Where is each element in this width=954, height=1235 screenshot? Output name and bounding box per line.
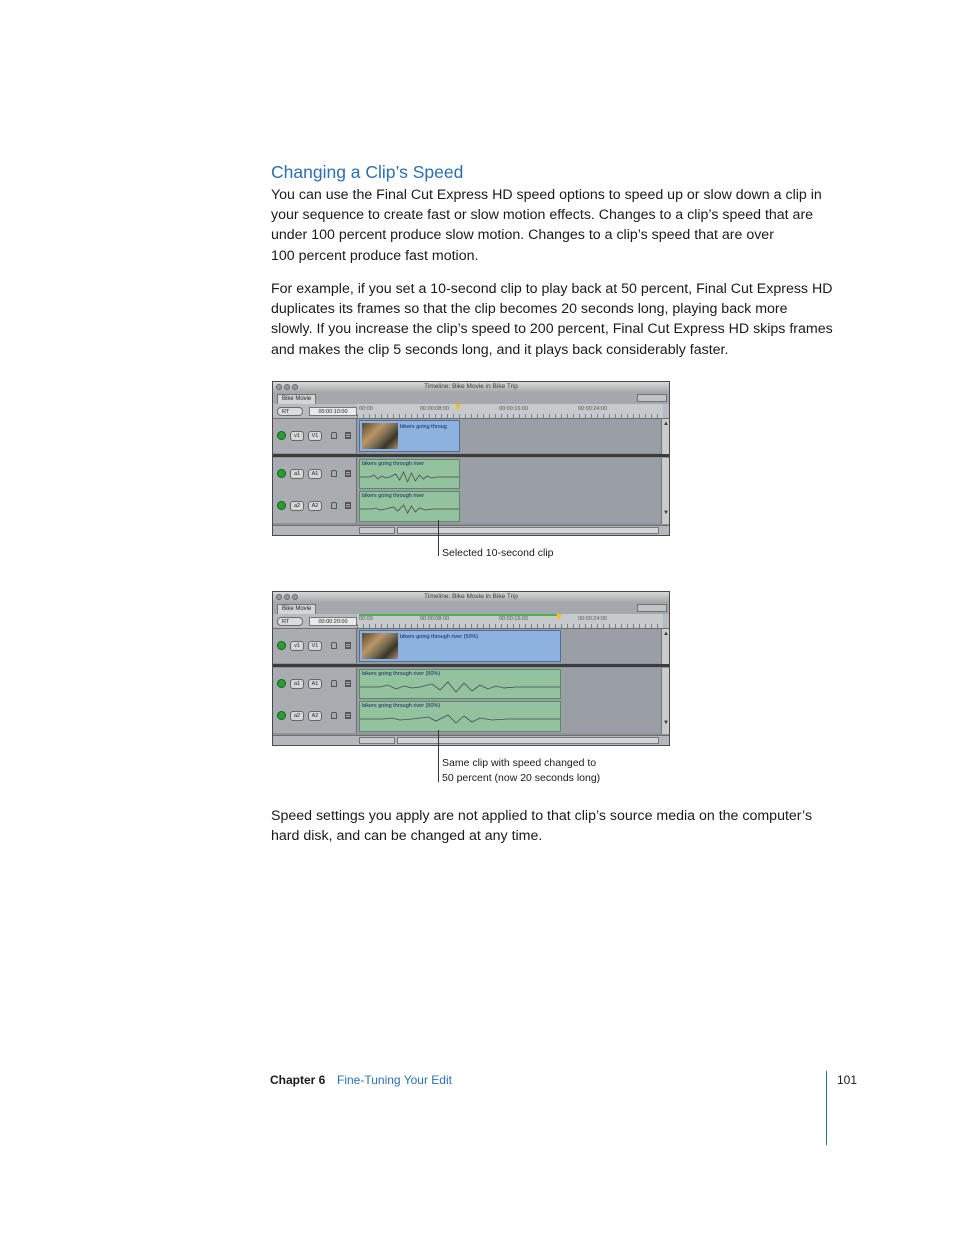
- window-title: Timeline: Bike Movie in Bike Trip: [273, 592, 669, 602]
- scroll-down-icon[interactable]: ▼: [663, 720, 669, 726]
- timeline-bottom-bar: [273, 525, 669, 535]
- ruler-label: 00:00:24:00: [578, 616, 608, 622]
- link-icon[interactable]: [345, 680, 351, 687]
- clip-name: bikers going through river (50%): [400, 634, 479, 640]
- zoom-control[interactable]: [637, 394, 667, 402]
- timeline-bottom-bar: [273, 735, 669, 745]
- audio-clip[interactable]: [359, 459, 460, 489]
- zoom-slider[interactable]: [359, 527, 395, 534]
- ruler-label: 00:00: [359, 616, 373, 622]
- ruler-label: 00:00:16:00: [499, 406, 529, 412]
- destination-patch[interactable]: V1: [308, 431, 322, 441]
- tab-bike-movie[interactable]: Bike Movie: [277, 394, 316, 404]
- render-status-bar: [359, 614, 559, 616]
- ruler-label: 00:00:16:00: [499, 616, 529, 622]
- footer-divider: [826, 1071, 827, 1145]
- scroll-down-icon[interactable]: ▼: [663, 510, 669, 516]
- track-header: [273, 458, 357, 490]
- link-icon[interactable]: [345, 502, 351, 509]
- horizontal-scrollbar[interactable]: [397, 737, 659, 744]
- figure-caption: [442, 756, 600, 786]
- track-content: [357, 419, 663, 453]
- zoom-window-button[interactable]: [292, 594, 298, 600]
- clip-thumbnail: [362, 423, 398, 449]
- timecode-field[interactable]: 00:00:20:00: [309, 617, 357, 626]
- track-header: [273, 668, 357, 700]
- audio-clip[interactable]: [359, 669, 561, 699]
- time-ruler[interactable]: [357, 404, 663, 418]
- track-content: [357, 458, 663, 490]
- page-number: 101: [837, 1073, 858, 1087]
- text-line: slowly. If you increase the clip’s speed to 200 percent, Final Cut Express HD skips frames: [271, 321, 833, 338]
- audio-visibility-toggle[interactable]: [277, 679, 286, 688]
- waveform-icon: [360, 712, 560, 726]
- track-header: [273, 700, 357, 733]
- text-line: duplicates its frames so that the clip becomes 20 seconds long, playing back more: [271, 301, 788, 318]
- source-patch[interactable]: a2: [290, 711, 304, 721]
- video-clip[interactable]: [359, 630, 561, 662]
- clip-name: bikers going through river: [362, 493, 425, 499]
- source-patch[interactable]: v1: [290, 431, 304, 441]
- waveform-icon: [360, 502, 459, 516]
- audio-clip[interactable]: [359, 701, 561, 732]
- zoom-slider[interactable]: [359, 737, 395, 744]
- destination-patch[interactable]: A1: [308, 679, 322, 689]
- clip-name: bikers going through river (50%): [362, 671, 441, 677]
- source-patch[interactable]: a1: [290, 679, 304, 689]
- destination-patch[interactable]: A2: [308, 501, 322, 511]
- example-paragraph: [271, 279, 833, 360]
- rt-menu-button[interactable]: RT: [277, 617, 303, 626]
- link-icon[interactable]: [345, 642, 351, 649]
- figure-caption: Selected 10-second clip: [442, 547, 554, 559]
- track-visibility-toggle[interactable]: [277, 641, 286, 650]
- text-line: hard disk, and can be changed at any time.: [271, 828, 543, 845]
- section-heading: Changing a Clip’s Speed: [271, 162, 464, 182]
- close-window-button[interactable]: [276, 594, 282, 600]
- text-line: You can use the Final Cut Express HD speed options to speed up or slow down a clip in: [271, 187, 822, 203]
- closing-paragraph: [271, 806, 827, 846]
- waveform-icon: [360, 470, 459, 484]
- clip-thumbnail: [362, 633, 398, 659]
- minimize-window-button[interactable]: [284, 594, 290, 600]
- track-separator[interactable]: [273, 454, 669, 457]
- audio-visibility-toggle[interactable]: [277, 711, 286, 720]
- text-line: your sequence to create fast or slow motion effects. Changes to a clip’s speed that are: [271, 207, 814, 224]
- source-patch[interactable]: v1: [290, 641, 304, 651]
- source-patch[interactable]: a1: [290, 469, 304, 479]
- text-line: 100 percent produce fast motion.: [271, 247, 479, 264]
- intro-paragraph: [271, 185, 827, 266]
- ruler-label: 00:00:08:00: [420, 406, 450, 412]
- scroll-up-icon[interactable]: ▲: [663, 631, 669, 637]
- track-header: [273, 419, 357, 453]
- destination-patch[interactable]: A1: [308, 469, 322, 479]
- video-scrollbar[interactable]: [661, 629, 669, 664]
- track-separator[interactable]: [273, 664, 669, 667]
- footer-section-title: Fine-Tuning Your Edit: [337, 1073, 452, 1087]
- audio-scrollbar[interactable]: [661, 668, 669, 734]
- audio-visibility-toggle[interactable]: [277, 469, 286, 478]
- clip-name: bikers going throug: [400, 424, 447, 430]
- text-line: Speed settings you apply are not applied to that clip’s source media on the computer’s: [271, 808, 813, 824]
- text-line: For example, if you set a 10-second clip to play back at 50 percent, Final Cut Express HD: [271, 281, 833, 297]
- link-icon[interactable]: [345, 712, 351, 719]
- rt-menu-button[interactable]: RT: [277, 407, 303, 416]
- ruler-label: 00:00:24:00: [578, 406, 608, 412]
- destination-patch[interactable]: V1: [308, 641, 322, 651]
- time-ruler[interactable]: [357, 614, 663, 628]
- lock-icon[interactable]: [331, 680, 337, 687]
- video-track: [273, 629, 669, 663]
- source-patch[interactable]: a2: [290, 501, 304, 511]
- waveform-icon: [360, 680, 560, 694]
- close-window-button[interactable]: [276, 384, 282, 390]
- zoom-control[interactable]: [637, 604, 667, 612]
- ruler-bar: [273, 614, 669, 629]
- audio-track-1: [273, 668, 669, 700]
- ruler-label: 00:00: [359, 406, 373, 412]
- clip-name: bikers going through river: [362, 461, 425, 467]
- audio-track-2: [273, 490, 669, 523]
- lock-icon[interactable]: [331, 502, 337, 509]
- audio-scrollbar[interactable]: [661, 458, 669, 524]
- track-content: [357, 668, 663, 700]
- lock-icon[interactable]: [331, 712, 337, 719]
- window-title: Timeline: Bike Movie in Bike Trip: [273, 382, 669, 392]
- audio-clip[interactable]: [359, 491, 460, 522]
- playhead-marker[interactable]: [455, 404, 461, 410]
- video-track: [273, 419, 669, 453]
- clip-name: bikers going through river (50%): [362, 703, 441, 709]
- video-scrollbar[interactable]: [661, 419, 669, 454]
- ruler-label: 00:00:08:00: [420, 616, 450, 622]
- tab-bar: [273, 392, 669, 404]
- track-content: [357, 629, 663, 663]
- lock-icon[interactable]: [331, 642, 337, 649]
- video-clip[interactable]: [359, 420, 460, 452]
- lock-icon[interactable]: [331, 470, 337, 477]
- track-visibility-toggle[interactable]: [277, 431, 286, 440]
- track-header: [273, 629, 357, 663]
- ruler-bar: [273, 404, 669, 419]
- tab-bike-movie[interactable]: Bike Movie: [277, 604, 316, 614]
- audio-visibility-toggle[interactable]: [277, 501, 286, 510]
- lock-icon[interactable]: [331, 432, 337, 439]
- track-content: [357, 700, 663, 733]
- caption-line: Same clip with speed changed to: [442, 757, 597, 769]
- playhead-marker[interactable]: [556, 614, 562, 620]
- destination-patch[interactable]: A2: [308, 711, 322, 721]
- callout-line: [438, 520, 439, 556]
- zoom-window-button[interactable]: [292, 384, 298, 390]
- scroll-up-icon[interactable]: ▲: [663, 421, 669, 427]
- text-line: under 100 percent produce slow motion. Changes to a clip’s speed that are over: [271, 227, 774, 244]
- minimize-window-button[interactable]: [284, 384, 290, 390]
- footer-chapter: Chapter 6: [270, 1073, 326, 1087]
- tab-bar: [273, 602, 669, 614]
- link-icon[interactable]: [345, 432, 351, 439]
- track-content: [357, 490, 663, 523]
- audio-track-1: [273, 458, 669, 490]
- horizontal-scrollbar[interactable]: [397, 527, 659, 534]
- text-line: and makes the clip 5 seconds long, and it plays back considerably faster.: [271, 341, 729, 358]
- link-icon[interactable]: [345, 470, 351, 477]
- audio-track-2: [273, 700, 669, 733]
- caption-line: 50 percent (now 20 seconds long): [442, 772, 601, 784]
- callout-line: [438, 730, 439, 782]
- timeline-window-original: [272, 381, 670, 536]
- track-header: [273, 490, 357, 523]
- timecode-field[interactable]: 00:00:10:00: [309, 407, 357, 416]
- timeline-window-slowed: [272, 591, 670, 746]
